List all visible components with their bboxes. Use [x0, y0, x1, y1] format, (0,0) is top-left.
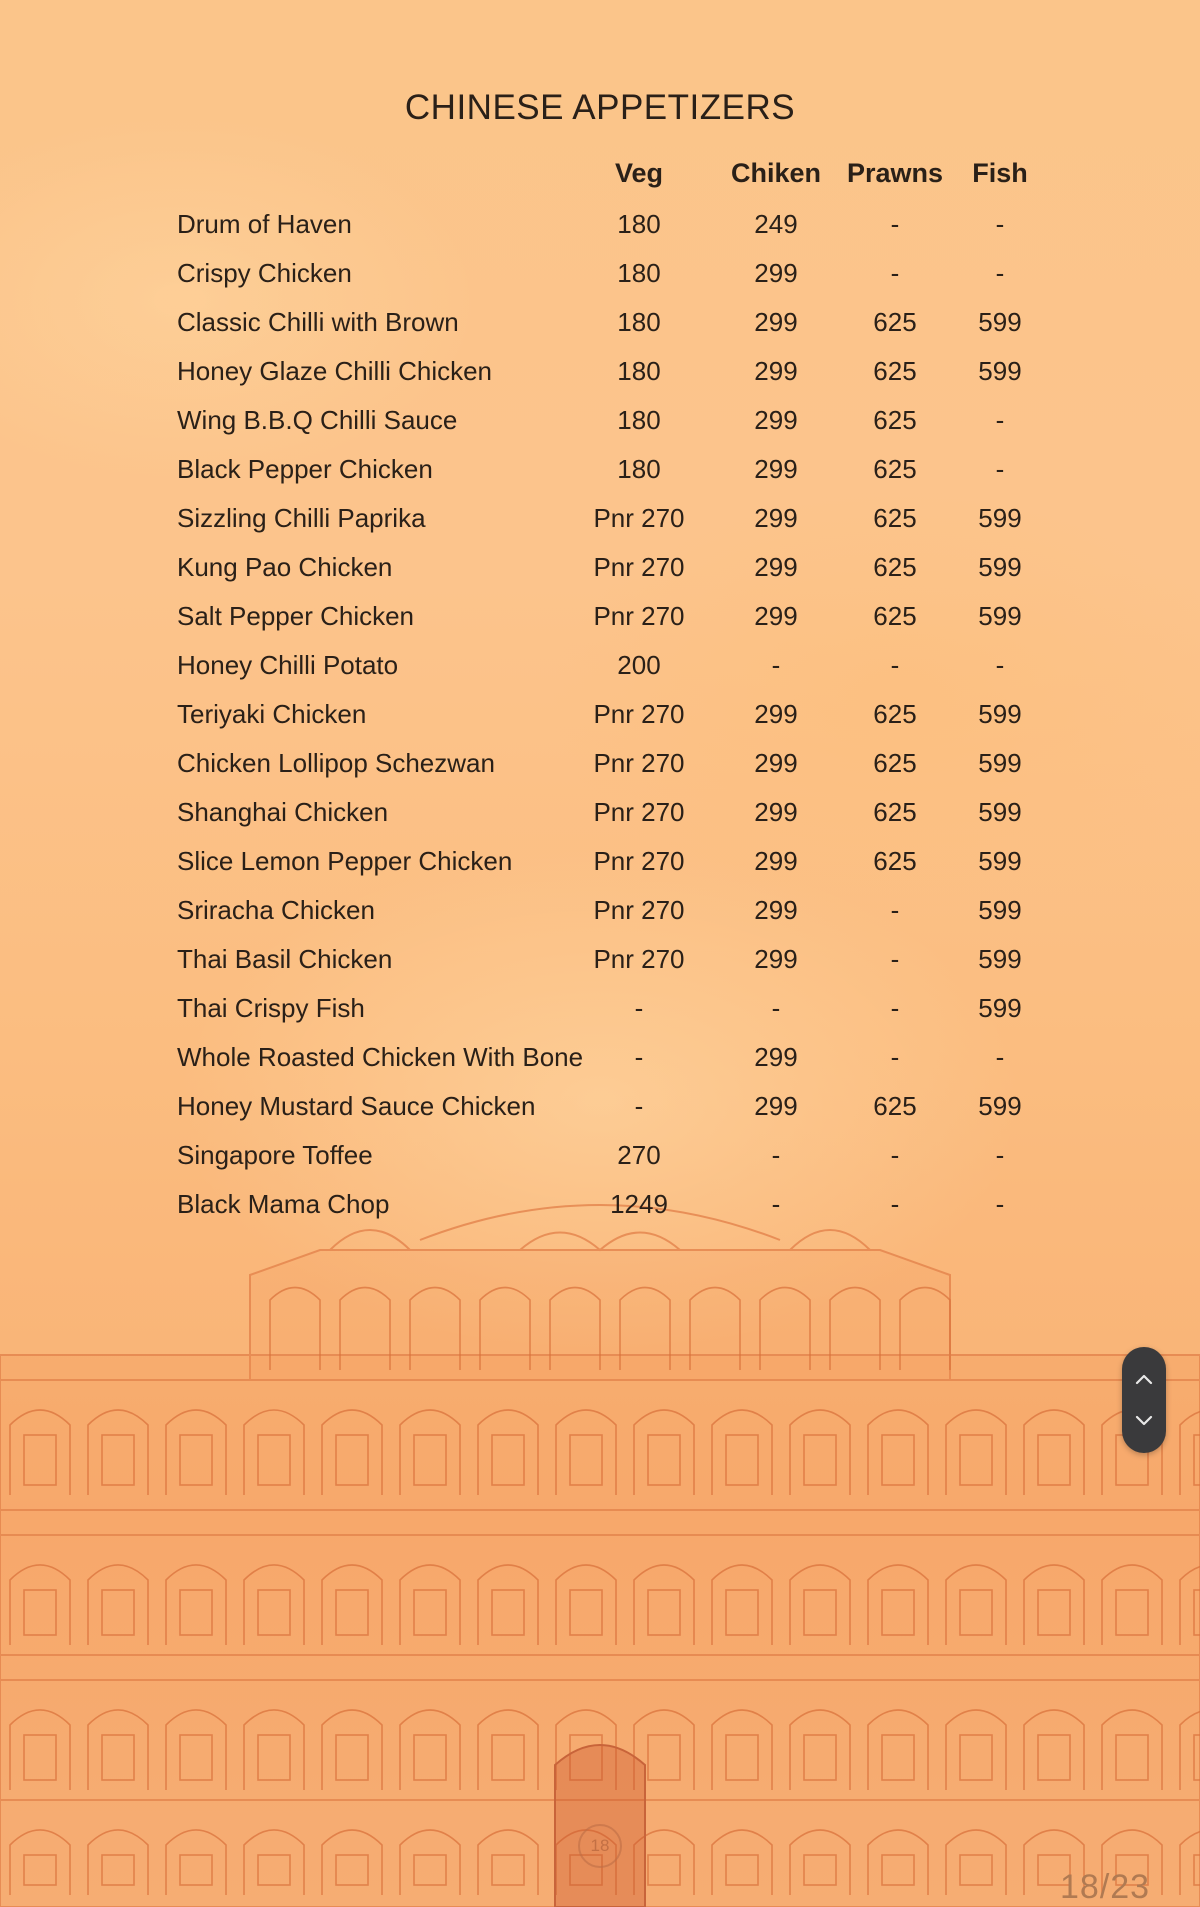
price-prawns: 625	[873, 405, 917, 435]
price-fish: 599	[978, 552, 1022, 582]
price-veg: Pnr 270	[593, 552, 685, 582]
price-fish: 599	[978, 944, 1022, 974]
column-header-prawns: Prawns	[846, 158, 944, 188]
item-name: Shanghai Chicken	[177, 797, 389, 827]
menu-item-row	[0, 739, 1200, 788]
price-chiken: 299	[754, 846, 798, 876]
price-veg: Pnr 270	[593, 699, 685, 729]
item-name: Salt Pepper Chicken	[177, 601, 415, 631]
menu-item-row	[0, 543, 1200, 592]
price-fish: 599	[978, 748, 1022, 778]
price-fish: -	[995, 1140, 1005, 1170]
price-chiken: 299	[754, 307, 798, 337]
price-prawns: -	[890, 650, 900, 680]
item-name: Honey Glaze Chilli Chicken	[177, 356, 493, 386]
item-name: Wing B.B.Q Chilli Sauce	[177, 405, 458, 435]
price-veg: 180	[617, 454, 661, 484]
item-name: Thai Crispy Fish	[177, 993, 365, 1023]
item-name: Drum of Haven	[177, 209, 352, 239]
price-veg: Pnr 270	[593, 503, 685, 533]
price-veg: 200	[617, 650, 661, 680]
price-fish: 599	[978, 846, 1022, 876]
item-name: Honey Chilli Potato	[177, 650, 399, 680]
price-prawns: -	[890, 258, 900, 288]
price-prawns: -	[890, 895, 900, 925]
menu-item-row	[0, 494, 1200, 543]
price-fish: -	[995, 1042, 1005, 1072]
price-chiken: 299	[754, 356, 798, 386]
price-chiken: 299	[754, 258, 798, 288]
menu-item-row	[0, 886, 1200, 935]
menu-item-row	[0, 1131, 1200, 1180]
price-prawns: 625	[873, 1091, 917, 1121]
page-badge: 18	[578, 1824, 622, 1868]
price-prawns: -	[890, 1140, 900, 1170]
price-prawns: -	[890, 944, 900, 974]
item-name: Teriyaki Chicken	[177, 699, 367, 729]
menu-item-row	[0, 445, 1200, 494]
price-prawns: 625	[873, 454, 917, 484]
menu-item-row	[0, 690, 1200, 739]
price-prawns: 625	[873, 503, 917, 533]
menu-item-row	[0, 788, 1200, 837]
menu-item-row	[0, 347, 1200, 396]
column-header-fish: Fish	[972, 158, 1028, 188]
price-veg: 180	[617, 405, 661, 435]
price-chiken: -	[771, 1189, 781, 1219]
price-chiken: 299	[754, 601, 798, 631]
price-fish: -	[995, 454, 1005, 484]
price-veg: 270	[617, 1140, 661, 1170]
price-chiken: 299	[754, 944, 798, 974]
item-name: Kung Pao Chicken	[177, 552, 393, 582]
menu-item-row	[0, 249, 1200, 298]
price-chiken: 299	[754, 699, 798, 729]
price-fish: -	[995, 405, 1005, 435]
menu-item-row	[0, 641, 1200, 690]
item-name: Singapore Toffee	[177, 1140, 373, 1170]
price-fish: 599	[978, 356, 1022, 386]
price-fish: -	[995, 258, 1005, 288]
price-veg: -	[634, 1042, 644, 1072]
item-name: Classic Chilli with Brown	[177, 307, 459, 337]
item-name: Black Pepper Chicken	[177, 454, 433, 484]
price-prawns: 625	[873, 307, 917, 337]
price-fish: 599	[978, 993, 1022, 1023]
page-up-button[interactable]	[1122, 1357, 1166, 1401]
menu-item-row	[0, 592, 1200, 641]
price-chiken: 299	[754, 552, 798, 582]
price-veg: -	[634, 993, 644, 1023]
chevron-down-icon	[1135, 1415, 1153, 1427]
price-veg: 1249	[610, 1189, 668, 1219]
column-header-veg: Veg	[614, 158, 664, 188]
column-header-chiken: Chiken	[730, 158, 822, 188]
page-indicator: 18/23	[1060, 1868, 1151, 1906]
price-fish: 599	[978, 503, 1022, 533]
menu-item-row	[0, 935, 1200, 984]
price-prawns: 625	[873, 552, 917, 582]
price-prawns: 625	[873, 846, 917, 876]
price-prawns: -	[890, 993, 900, 1023]
page-nav-control	[1122, 1347, 1166, 1453]
item-name: Thai Basil Chicken	[177, 944, 393, 974]
price-prawns: 625	[873, 797, 917, 827]
price-prawns: 625	[873, 699, 917, 729]
price-fish: 599	[978, 601, 1022, 631]
price-chiken: -	[771, 1140, 781, 1170]
price-fish: -	[995, 650, 1005, 680]
price-prawns: -	[890, 1189, 900, 1219]
price-veg: 180	[617, 209, 661, 239]
menu-item-row	[0, 1033, 1200, 1082]
menu-item-row	[0, 396, 1200, 445]
price-chiken: 299	[754, 797, 798, 827]
item-name: Crispy Chicken	[177, 258, 352, 288]
menu-item-row	[0, 984, 1200, 1033]
chevron-up-icon	[1135, 1373, 1153, 1385]
item-name: Slice Lemon Pepper Chicken	[177, 846, 513, 876]
price-fish: 599	[978, 797, 1022, 827]
price-prawns: -	[890, 209, 900, 239]
item-name: Black Mama Chop	[177, 1189, 390, 1219]
price-veg: -	[634, 1091, 644, 1121]
price-fish: 599	[978, 699, 1022, 729]
price-fish: 599	[978, 895, 1022, 925]
price-veg: Pnr 270	[593, 748, 685, 778]
price-prawns: 625	[873, 356, 917, 386]
price-veg: 180	[617, 258, 661, 288]
price-chiken: 299	[754, 503, 798, 533]
price-chiken: 299	[754, 1042, 798, 1072]
price-chiken: 249	[754, 209, 798, 239]
price-fish: -	[995, 1189, 1005, 1219]
palace-illustration	[0, 1180, 1200, 1907]
price-prawns: 625	[873, 601, 917, 631]
price-fish: 599	[978, 307, 1022, 337]
item-name: Whole Roasted Chicken With Bone	[177, 1042, 584, 1072]
price-veg: Pnr 270	[593, 601, 685, 631]
item-name: Sriracha Chicken	[177, 895, 375, 925]
item-name: Chicken Lollipop Schezwan	[177, 748, 495, 778]
price-veg: Pnr 270	[593, 797, 685, 827]
price-chiken: -	[771, 993, 781, 1023]
menu-item-row	[0, 1180, 1200, 1229]
menu-item-row	[0, 200, 1200, 249]
price-chiken: -	[771, 650, 781, 680]
menu-item-row	[0, 298, 1200, 347]
price-veg: Pnr 270	[593, 895, 685, 925]
price-chiken: 299	[754, 454, 798, 484]
menu-item-row	[0, 1082, 1200, 1131]
price-chiken: 299	[754, 405, 798, 435]
price-prawns: -	[890, 1042, 900, 1072]
price-veg: Pnr 270	[593, 944, 685, 974]
price-prawns: 625	[873, 748, 917, 778]
menu-item-row	[0, 837, 1200, 886]
page-down-button[interactable]	[1122, 1399, 1166, 1443]
price-fish: 599	[978, 1091, 1022, 1121]
price-veg: Pnr 270	[593, 846, 685, 876]
item-name: Honey Mustard Sauce Chicken	[177, 1091, 536, 1121]
price-chiken: 299	[754, 748, 798, 778]
price-veg: 180	[617, 307, 661, 337]
price-chiken: 299	[754, 895, 798, 925]
item-name: Sizzling Chilli Paprika	[177, 503, 426, 533]
price-chiken: 299	[754, 1091, 798, 1121]
price-veg: 180	[617, 356, 661, 386]
price-fish: -	[995, 209, 1005, 239]
page-title: CHINESE APPETIZERS	[404, 88, 796, 127]
